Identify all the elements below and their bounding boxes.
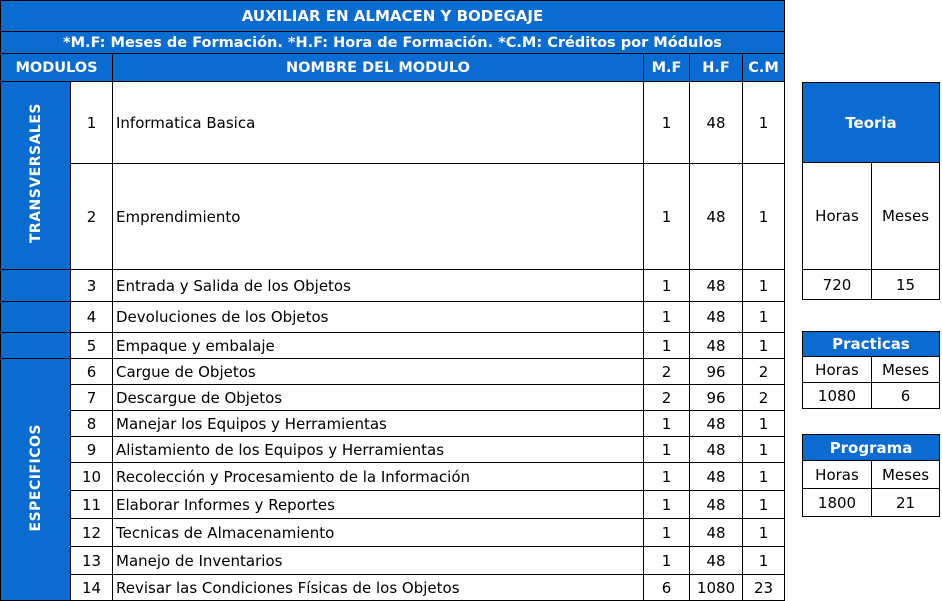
module-number: 9 [71,437,113,463]
module-mf: 1 [644,302,690,333]
module-mf: 1 [644,547,690,575]
table-row [1,547,785,575]
module-name: Revisar las Condiciones Físicas de los Objetos [113,575,644,601]
module-cm: 1 [743,463,785,491]
module-hf: 48 [690,491,743,519]
module-number: 8 [71,411,113,437]
table-row [1,411,785,437]
teoria-meses-value: 15 [872,270,940,300]
module-number: 3 [71,270,113,302]
programa-meses-label: Meses [872,461,940,489]
module-name: Entrada y Salida de los Objetos [113,270,644,302]
table-title: AUXILIAR EN ALMACEN Y BODEGAJE [1,1,785,32]
module-name: Devoluciones de los Objetos [113,302,644,333]
module-hf: 48 [690,302,743,333]
header-mf: M.F [644,54,690,82]
module-cm: 1 [743,547,785,575]
module-hf: 48 [690,333,743,359]
module-number: 14 [71,575,113,601]
programa-table [802,434,940,517]
table-row [1,491,785,519]
module-hf: 48 [690,547,743,575]
module-mf: 6 [644,575,690,601]
header-nombre: NOMBRE DEL MODULO [113,54,644,82]
module-name: Informatica Basica [113,82,644,164]
group-transversales-label: TRANSVERSALES [27,103,44,244]
programa-title: Programa [803,435,940,461]
module-hf: 96 [690,359,743,385]
teoria-meses-label: Meses [872,163,940,270]
module-mf: 2 [644,385,690,411]
module-mf: 1 [644,463,690,491]
module-name: Recolección y Procesamiento de la Información [113,463,644,491]
module-hf: 48 [690,82,743,164]
module-cm: 1 [743,437,785,463]
group-cell [1,333,71,359]
module-number: 6 [71,359,113,385]
module-mf: 1 [644,437,690,463]
table-row [1,463,785,491]
module-mf: 1 [644,164,690,270]
group-cell [1,270,71,302]
module-name: Manejo de Inventarios [113,547,644,575]
table-row [1,333,785,359]
table-row [1,359,785,385]
practicas-horas-value: 1080 [803,383,872,409]
module-number: 11 [71,491,113,519]
module-hf: 48 [690,411,743,437]
module-number: 2 [71,164,113,270]
module-number: 5 [71,333,113,359]
module-cm: 1 [743,302,785,333]
practicas-meses-label: Meses [872,357,940,383]
table-row [1,270,785,302]
table-row [1,385,785,411]
table-row [1,82,785,164]
programa-horas-value: 1800 [803,489,872,517]
module-number: 10 [71,463,113,491]
table-row [1,437,785,463]
practicas-meses-value: 6 [872,383,940,409]
module-name: Empaque y embalaje [113,333,644,359]
module-cm: 1 [743,164,785,270]
group-transversales [1,82,71,270]
module-hf: 48 [690,270,743,302]
module-hf: 48 [690,437,743,463]
header-hf: H.F [690,54,743,82]
module-name: Elaborar Informes y Reportes [113,491,644,519]
module-mf: 1 [644,519,690,547]
header-cm: C.M [743,54,785,82]
module-name: Alistamiento de los Equipos y Herramientas [113,437,644,463]
module-number: 4 [71,302,113,333]
practicas-table [802,331,940,409]
module-hf: 96 [690,385,743,411]
teoria-horas-label: Horas [803,163,872,270]
teoria-table [802,82,940,300]
programa-horas-label: Horas [803,461,872,489]
module-cm: 2 [743,359,785,385]
module-name: Tecnicas de Almacenamiento [113,519,644,547]
module-cm: 1 [743,491,785,519]
module-hf: 48 [690,519,743,547]
practicas-horas-label: Horas [803,357,872,383]
group-cell [1,302,71,333]
module-mf: 1 [644,333,690,359]
group-especificos-label: ESPECIFICOS [27,423,44,532]
module-cm: 1 [743,411,785,437]
module-mf: 1 [644,270,690,302]
module-mf: 1 [644,82,690,164]
table-row [1,302,785,333]
teoria-horas-value: 720 [803,270,872,300]
module-number: 12 [71,519,113,547]
module-name: Emprendimiento [113,164,644,270]
table-row [1,519,785,547]
module-number: 13 [71,547,113,575]
module-hf: 48 [690,463,743,491]
programa-meses-value: 21 [872,489,940,517]
module-cm: 1 [743,333,785,359]
legend: *M.F: Meses de Formación. *H.F: Hora de Formación. *C.M: Créditos por Módulos [1,32,785,54]
module-name: Descargue de Objetos [113,385,644,411]
module-number: 7 [71,385,113,411]
module-cm: 2 [743,385,785,411]
module-cm: 1 [743,519,785,547]
table-row [1,575,785,601]
teoria-title: Teoria [803,83,940,163]
practicas-title: Practicas [803,332,940,357]
module-number: 1 [71,82,113,164]
table-row [1,164,785,270]
header-modulos: MODULOS [1,54,113,82]
module-hf: 1080 [690,575,743,601]
group-especificos [1,359,71,601]
module-hf: 48 [690,164,743,270]
module-cm: 1 [743,270,785,302]
module-name: Cargue de Objetos [113,359,644,385]
module-mf: 1 [644,491,690,519]
module-mf: 2 [644,359,690,385]
module-cm: 1 [743,82,785,164]
module-mf: 1 [644,411,690,437]
module-name: Manejar los Equipos y Herramientas [113,411,644,437]
module-cm: 23 [743,575,785,601]
